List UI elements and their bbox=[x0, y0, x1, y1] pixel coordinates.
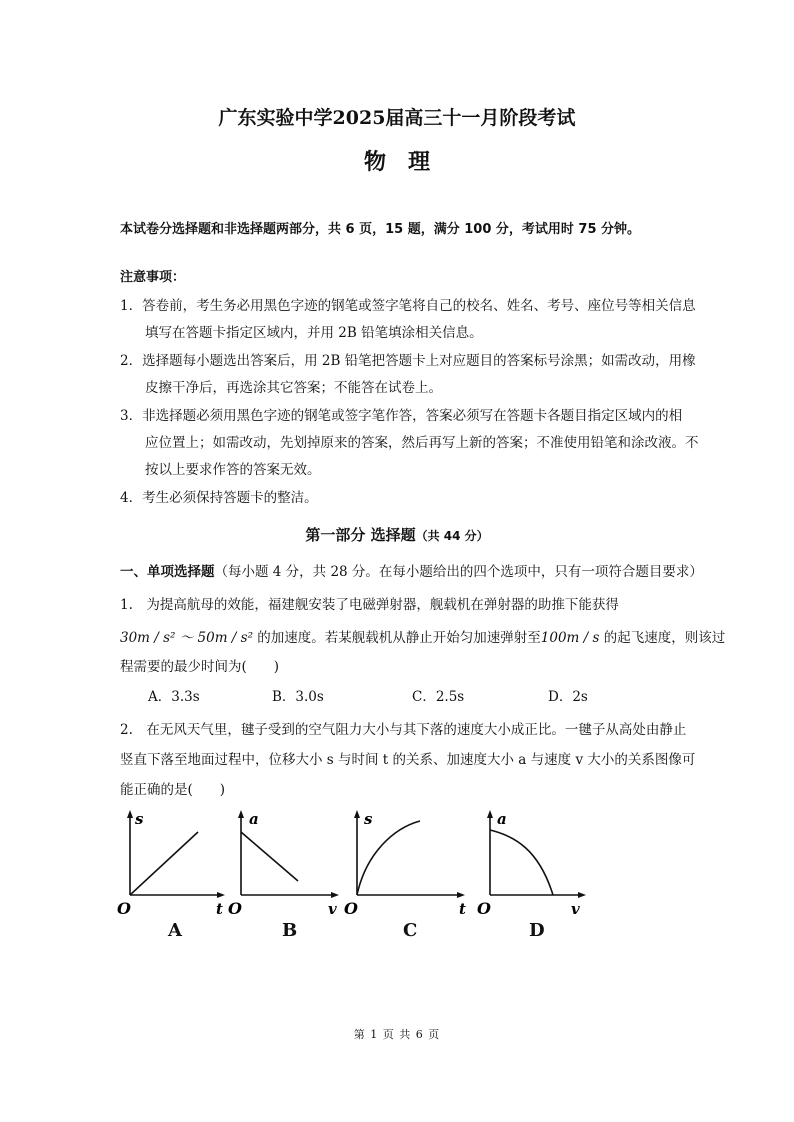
notice-line: 应位置上；如需改动，先划掉原来的答案，然后再写上新的答案；不准使用铅笔和涂改液。不 bbox=[145, 435, 699, 451]
exam-title: 广东实验中学2025届高三十一月阶段考试 bbox=[218, 107, 576, 129]
graph-c bbox=[342, 808, 472, 918]
notice-line: 3．非选择题必须用黑色字迹的钢笔或签字笔作答，答案必须写在答题卡各题目指定区域内的相 bbox=[120, 408, 683, 424]
q1-line2 bbox=[120, 626, 725, 646]
x-axis-arrow-icon bbox=[331, 892, 339, 898]
graph-curve bbox=[490, 830, 553, 895]
notice-line: 1．答卷前，考生务必用黑色字迹的钢笔或签字笔将自己的校名、姓名、考号、座位号等相关信息 bbox=[120, 298, 696, 314]
graph-d-label: D bbox=[529, 920, 545, 941]
x-label: v bbox=[328, 900, 337, 918]
part-heading bbox=[0, 524, 794, 545]
graph-d bbox=[475, 808, 595, 918]
notice-line: 2．选择题每小题选出答案后，用 2B 铅笔把答题卡上对应题目的答案标号涂黑；如需改动，用橡 bbox=[120, 353, 696, 369]
exam-summary: 本试卷分选择题和非选择题两部分，共 6 页，15 题，满分 100 分，考试用时 75 分钟。 bbox=[120, 222, 641, 237]
y-label: a bbox=[249, 810, 259, 828]
y-axis-arrow-icon bbox=[238, 810, 244, 818]
graph-curve bbox=[130, 832, 198, 895]
y-label: a bbox=[497, 810, 507, 828]
x-label: t bbox=[216, 900, 223, 918]
q1-line3: 程需要的最少时间为( ) bbox=[120, 659, 280, 675]
origin-label: O bbox=[228, 899, 242, 918]
y-axis-arrow-icon bbox=[127, 810, 133, 818]
y-axis-arrow-icon bbox=[487, 810, 493, 818]
q1-line2-tail: 的起飞速度，则该过 bbox=[599, 630, 726, 646]
notice-line: 按以上要求作答的答案无效。 bbox=[145, 462, 321, 478]
q1-option-c: C．2.5s bbox=[412, 689, 465, 705]
y-axis-arrow-icon bbox=[354, 810, 360, 818]
graph-b-label: B bbox=[282, 920, 298, 941]
graph-b bbox=[226, 808, 346, 918]
notice-heading: 注意事项： bbox=[120, 270, 186, 285]
y-label: s bbox=[364, 810, 373, 828]
section-desc: （每小题 4 分，共 28 分。在每小题给出的四个选项中，只有一项符合题目要求） bbox=[214, 564, 703, 580]
part-score: （共 44 分） bbox=[415, 529, 489, 543]
origin-label: O bbox=[477, 899, 491, 918]
notice-line: 填写在答题卡指定区域内，并用 2B 铅笔填涂相关信息。 bbox=[145, 325, 483, 341]
q2-line1: 2. 在无风天气里，毽子受到的空气阻力大小与其下落的速度大小成正比。一毽子从高处由静止 bbox=[120, 722, 687, 738]
q2-line2: 竖直下落至地面过程中，位移大小 s 与时间 t 的关系、加速度大小 a 与速度 v 大小的关系图像可 bbox=[120, 752, 696, 768]
x-axis-arrow-icon bbox=[578, 892, 586, 898]
section-heading bbox=[120, 560, 703, 580]
q1-option-d: D．2s bbox=[548, 689, 588, 705]
q2-line3: 能正确的是( ) bbox=[120, 782, 226, 798]
page-footer: 第 1 页 共 6 页 bbox=[353, 1028, 441, 1041]
graph-curve bbox=[357, 821, 420, 895]
x-label: v bbox=[571, 900, 580, 918]
subject-title: 物理 bbox=[363, 149, 452, 175]
x-label: t bbox=[459, 900, 466, 918]
part-title: 第一部分 选择题 bbox=[305, 526, 416, 544]
notice-line: 皮擦干净后，再选涂其它答案；不能答在试卷上。 bbox=[145, 380, 442, 396]
q1-option-b: B．3.0s bbox=[272, 689, 324, 705]
notice-line: 4．考生必须保持答题卡的整洁。 bbox=[120, 490, 318, 506]
graph-curve bbox=[241, 832, 298, 881]
graph-c-label: C bbox=[403, 920, 418, 941]
q1-line2-text: 的加速度。若某舰载机从静止开始匀加速弹射至 bbox=[252, 630, 541, 646]
x-axis-arrow-icon bbox=[217, 892, 225, 898]
q1-option-a: A．3.3s bbox=[148, 689, 200, 705]
graph-a-label: A bbox=[168, 920, 182, 941]
origin-label: O bbox=[117, 899, 131, 918]
origin-label: O bbox=[344, 899, 358, 918]
graph-a bbox=[115, 808, 230, 918]
q1-speed: 100m / s bbox=[540, 630, 600, 646]
y-label: s bbox=[135, 810, 144, 828]
x-axis-arrow-icon bbox=[457, 892, 465, 898]
section-title: 一、单项选择题 bbox=[120, 564, 215, 580]
q1-line1: 1. 为提高航母的效能，福建舰安装了电磁弹射器，舰载机在弹射器的助推下能获得 bbox=[120, 597, 619, 613]
q1-accel-range: 30m / s² ～ 50m / s² bbox=[120, 630, 253, 646]
